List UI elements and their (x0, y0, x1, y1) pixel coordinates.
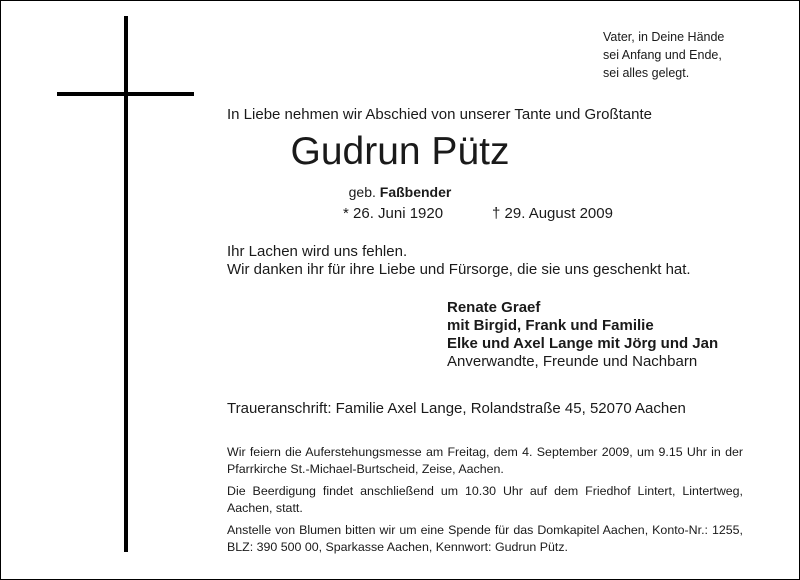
service-notes (227, 444, 743, 561)
mourner-name: mit Birgid, Frank und Familie (447, 317, 654, 334)
burial-note: Die Beerdigung findet anschließend um 10.30 Uhr auf dem Friedhof Lintert, Lintertweg, Aachen, statt. (227, 484, 743, 515)
bible-verse (603, 28, 724, 82)
birth-date: * 26. Juni 1920 (343, 205, 444, 222)
birth-name-prefix: geb. (348, 184, 376, 200)
cross-horizontal-bar (57, 92, 194, 96)
death-date: † 29. August 2009 (492, 205, 613, 222)
mourning-address: Traueranschrift: Familie Axel Lange, Rolandstraße 45, 52070 Aachen (227, 400, 686, 417)
cross-vertical-bar (124, 16, 128, 552)
farewell-message (227, 243, 691, 279)
mourner-name: Elke und Axel Lange mit Jörg und Jan (447, 335, 719, 352)
donation-note: Anstelle von Blumen bitten wir um eine Spende für das Domkapitel Aachen, Konto-Nr.: 1255, BLZ: 390 500 00, Sparkasse Aachen, Kennwort: Gudrun Pütz. (227, 523, 743, 554)
verse-line: Vater, in Deine Hände (603, 30, 725, 44)
mass-note: Wir feiern die Auferstehungsmesse am Freitag, dem 4. September 2009, um 9.15 Uhr in der Pfarrkirche St.-Michael-Burtscheid, Zeise, Aachen. (227, 445, 743, 476)
message-line: Ihr Lachen wird uns fehlen. (227, 243, 408, 260)
mourner-name: Renate Graef (447, 299, 541, 316)
mourners-block (447, 299, 718, 371)
deceased-name: Gudrun Pütz (290, 130, 510, 173)
verse-line: sei Anfang und Ende, (603, 48, 722, 62)
other-mourners: Anverwandte, Freunde und Nachbarn (447, 353, 698, 370)
birth-name (0, 184, 800, 200)
message-line: Wir danken ihr für ihre Liebe und Fürsorge, die sie uns geschenkt hat. (227, 261, 691, 278)
birth-surname: Faßbender (379, 184, 452, 200)
verse-line: sei alles gelegt. (603, 66, 690, 80)
intro-line: In Liebe nehmen wir Abschied von unserer Tante und Großtante (227, 106, 652, 123)
